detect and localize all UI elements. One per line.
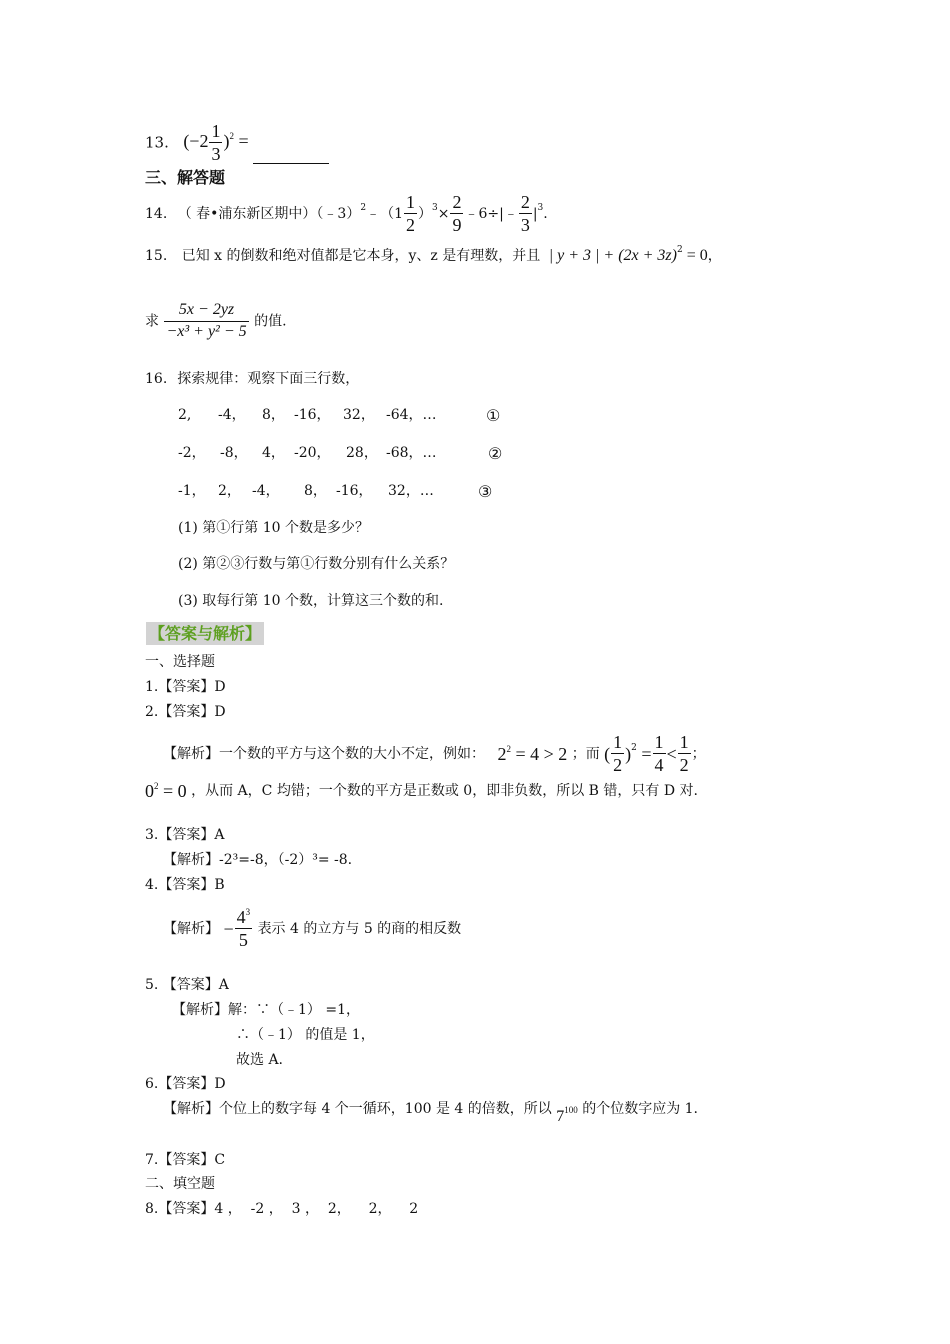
answers-title: 【答案与解析】 (146, 626, 264, 642)
answer-2-explanation: 【解析】一个数的平方与这个数的大小不定，例如： $2^2 = 4 > 2$ ；而 ( $\frac{1}{2}$ )$^2$ = $\frac{1}{4}$ < $\frac{1}{2}$ ； (163, 732, 706, 775)
answer-blank (253, 149, 329, 164)
answer-3: 3.【答案】A (145, 827, 225, 843)
answer-1: 1.【答案】D (145, 679, 226, 695)
answer-2: 2.【答案】D (145, 704, 226, 720)
q16-row-3: -1， 2， -4， 8， -16， 32，… ③ (178, 482, 493, 501)
answer-5: 5. 【答案】A (145, 977, 229, 993)
section-1-heading: 一、选择题 (145, 654, 215, 670)
section-3-heading: 三、解答题 (145, 168, 226, 187)
q13-number: 13. (145, 133, 169, 152)
answer-7: 7.【答案】C (145, 1152, 226, 1168)
answer-2-explanation-2: $0^2 = 0$ ，从而 A，C 均错；一个数的平方是正数或 0，即非负数，所以 B 错，只有 D 对. (145, 781, 698, 801)
answer-4: 4.【答案】B (145, 877, 225, 893)
q16-row-1: 2, -4， 8， -16， 32， -64，… ① (178, 406, 501, 425)
q14: 14. （ 春•浦东新区期中）（﹣3）$^2$﹣（1 $\frac{1}{2}$ ）$^3$× $\frac{2}{9}$ ﹣6÷|﹣ $\frac{2}{3}$ $|^3$. (145, 192, 548, 235)
answer-6-explanation: 【解析】个位上的数字每 4 个一循环，100 是 4 的倍数，所以 $7^{100}$ 的个位数字应为 1. (163, 1101, 699, 1125)
answer-4-explanation: 【解析】 − $\frac{4^3}{5}$ 表示 4 的立方与 5 的商的相反数 (163, 907, 462, 950)
answer-5-explanation-1: 【解析】解：∵（﹣1） =1， (172, 1002, 360, 1018)
answer-5-explanation-2: ∴（﹣1） 的值是 1， (236, 1027, 375, 1043)
q13-expression: (−2 $\frac{1}{3}$ )$^2$ = (183, 131, 329, 151)
section-2-heading: 二、填空题 (145, 1176, 215, 1192)
answer-3-explanation: 【解析】-2³=-8，（-2）³= -8. (163, 852, 353, 868)
q16-sub-2: (2) 第②③行数与第①行数分别有什么关系？ (178, 556, 455, 572)
answer-8: 8.【答案】4 ， -2 ， 3 ， 2， 2， 2 (145, 1201, 419, 1217)
q15-ask: 求 $\frac{5x - 2yz}{\text{−x³ + y² − 5}}$ 的值. (145, 301, 287, 340)
answer-5-explanation-3: 故选 A. (236, 1052, 284, 1068)
q13 (145, 122, 329, 164)
q16-sub-3: (3) 取每行第 10 个数，计算这三个数的和. (178, 593, 444, 609)
q15: 15. 已知 x 的倒数和绝对值都是它本身，y、z 是有理数，并且 | y + 3 | + $(2x + 3z)^2 = 0$， (145, 245, 722, 264)
answer-6: 6.【答案】D (145, 1076, 226, 1092)
q16-row-2: -2， -8， 4， -20， 28， -68，… ② (178, 444, 503, 463)
q16-title: 16. 探索规律：观察下面三行数， (145, 371, 360, 387)
q16-sub-1: (1) 第①行第 10 个数是多少？ (178, 520, 369, 536)
